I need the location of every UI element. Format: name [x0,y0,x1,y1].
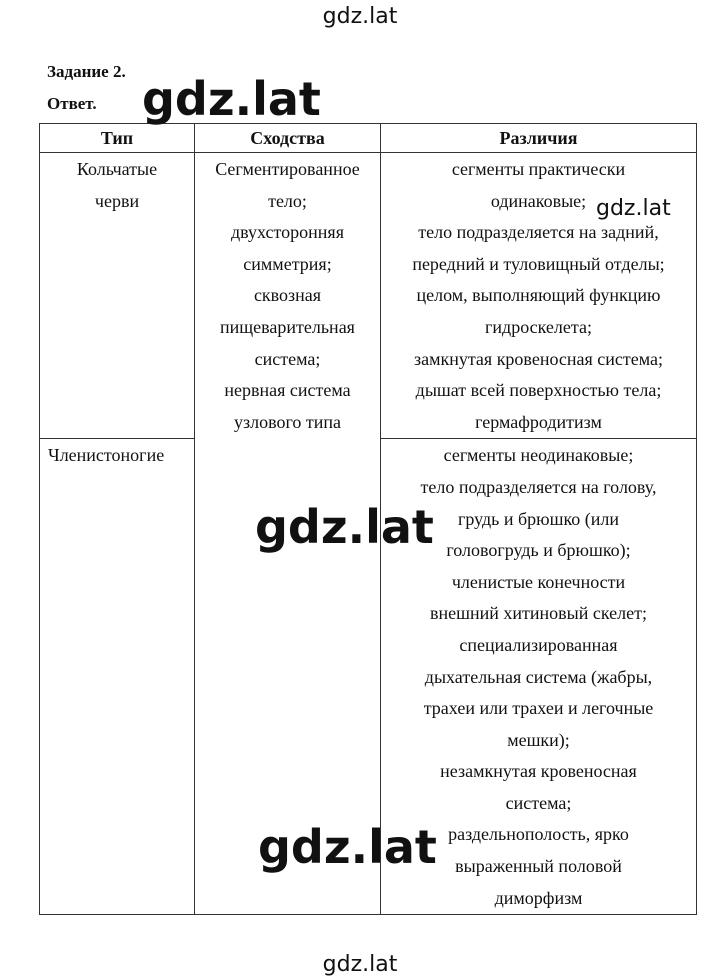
cell-line: выраженный половой [455,856,622,877]
cell-line: передний и туловищный отделы; [412,253,665,274]
cell-line: незамкнутая кровеносная [440,761,637,782]
cell-line: двухсторонняя [231,222,344,243]
cell-line: система; [505,792,572,813]
cell-line: членистые конечности [451,571,626,592]
cell-line: Членистоногие [48,445,165,466]
cell-line: сегменты неодинаковые; [443,445,634,466]
cell-line: целом, выполняющий функцию [416,285,661,306]
cell-line: узлового типа [233,411,342,432]
cell-line: черви [94,190,140,211]
watermark-overlay-1: gdz.lat [142,72,321,126]
cell-line: нервная система [224,380,351,401]
header-type: Тип [40,124,195,153]
cell-line: тело подразделяется на голову, [420,476,657,497]
cell-line: мешки); [507,729,570,750]
cell-line: дыхательная система (жабры, [424,666,653,687]
cell-line: пищеварительная [220,316,355,337]
cell-line: Кольчатые [76,159,158,179]
cell-line: тело подразделяется на задний, [418,222,659,243]
cell-line: раздельнополость, ярко [448,824,629,845]
header-similarities: Сходства [195,124,381,153]
cell-line: сквозная [253,285,322,306]
cell-line: специализированная [459,634,618,655]
type-lines-arthropods [40,439,194,472]
watermark-overlay-2: gdz.lat [596,196,671,221]
cell-line: дышат всей поверхностью тела; [415,380,662,401]
cell-type-arthropods [40,439,195,915]
answer-label: Ответ. [47,94,97,113]
cell-line: трахеи или трахеи и легочные [423,698,654,719]
cell-line: тело; [268,190,307,211]
watermark-overlay-3: gdz.lat [255,500,434,554]
cell-line: гидроскелета; [485,316,592,337]
task-title: Задание 2. [47,62,126,81]
cell-line: сегменты практически [451,159,626,179]
cell-line: головогрудь и брюшко); [446,540,631,561]
watermark-top: gdz.lat [322,4,398,29]
watermark-overlay-4: gdz.lat [258,820,437,874]
cell-line: система; [254,348,321,369]
watermark-bottom: gdz.lat [322,952,398,977]
cell-line: грудь и брюшко (или [457,508,620,529]
header-differences: Различия [381,124,697,153]
cell-line: внешний хитиновый скелет; [430,603,647,624]
type-lines-annelids [40,153,194,217]
cell-line: симметрия; [243,253,332,274]
cell-line: диморфизм [494,887,583,908]
cell-line: гермафродитизм [475,411,602,432]
cell-line: одинаковые; [490,190,587,211]
cell-line: замкнутая кровеносная система; [413,348,664,369]
cell-line: Сегментированное [215,159,360,179]
table-header-row [40,124,697,153]
cell-type-annelids [40,153,195,439]
similarities-lines [195,153,380,438]
